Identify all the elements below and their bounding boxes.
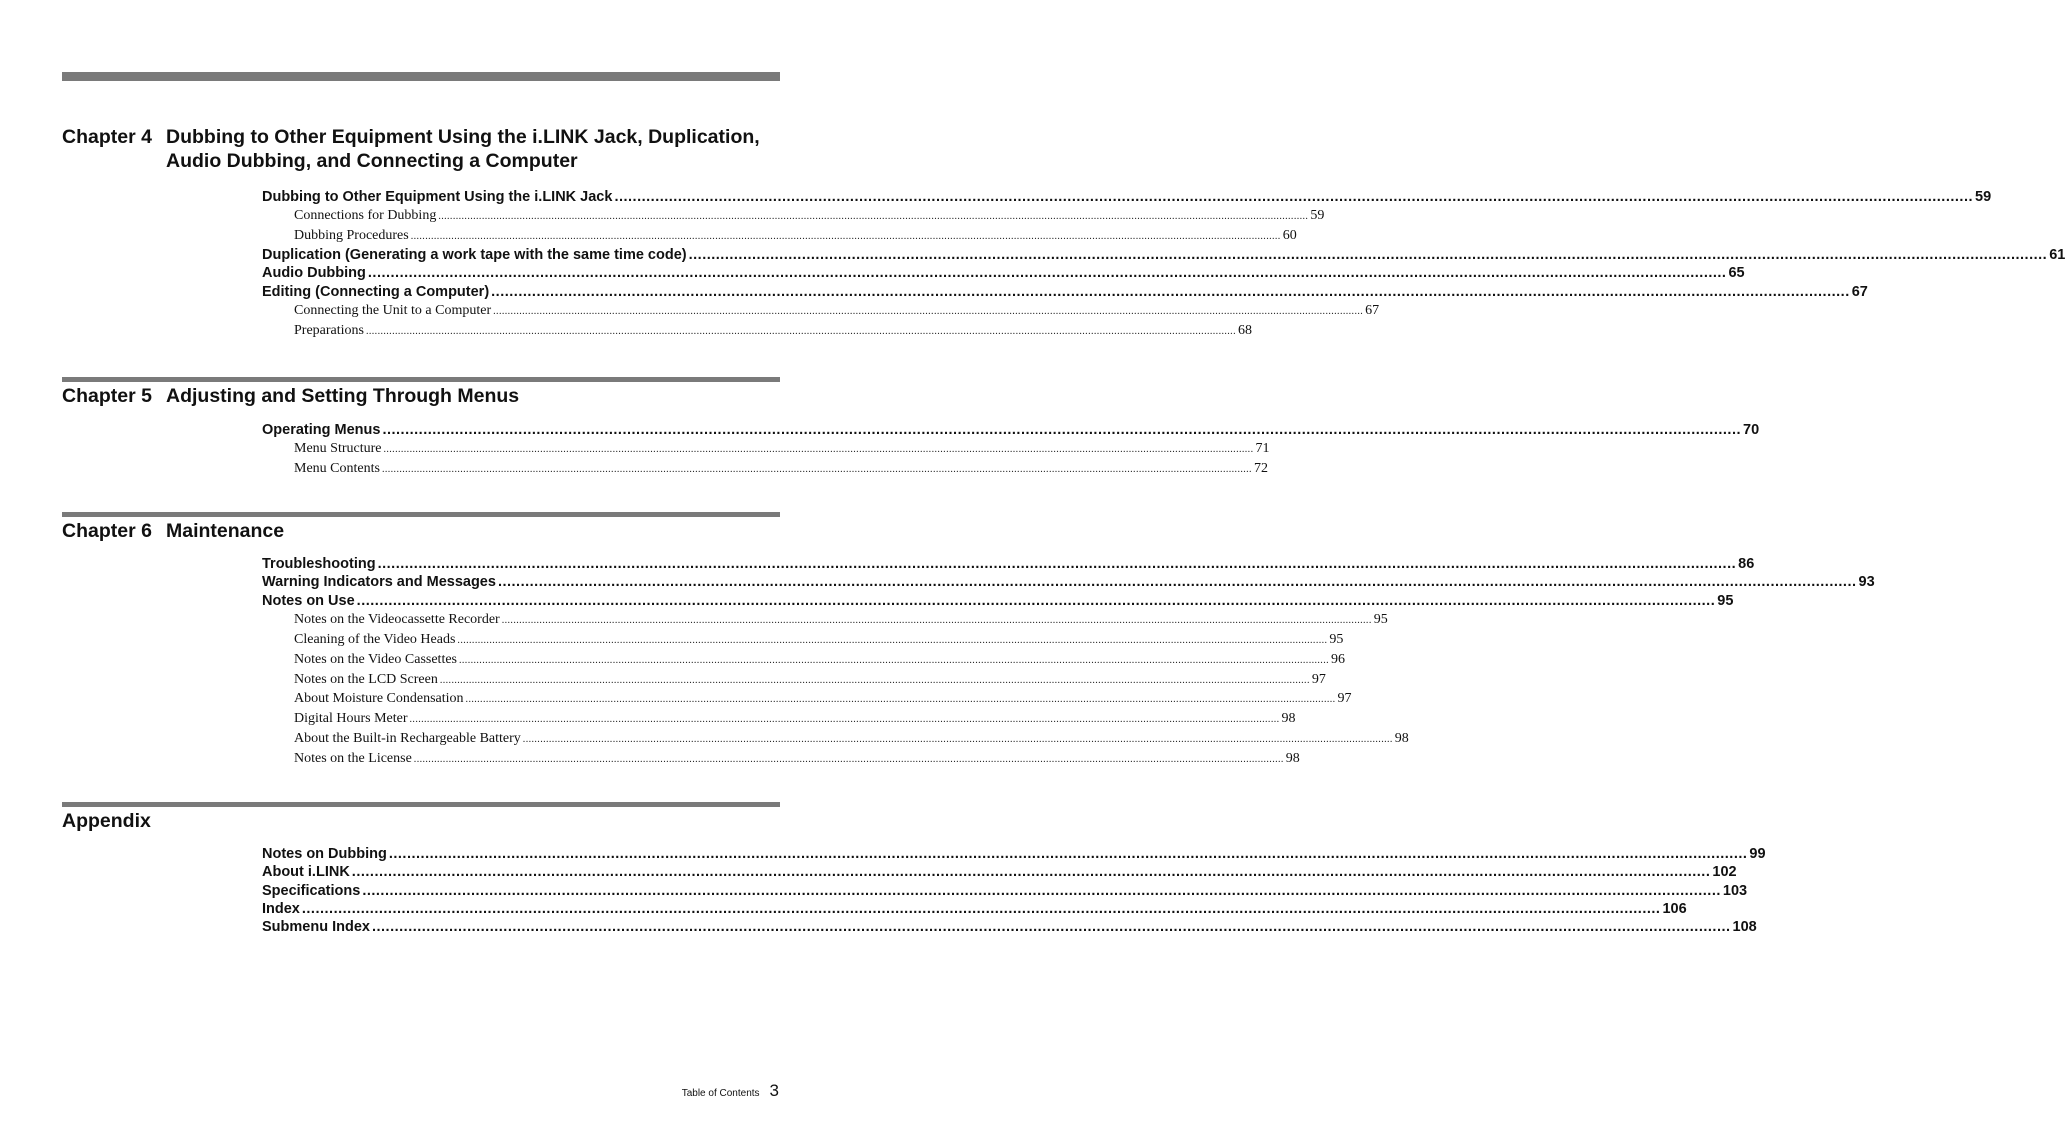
entry-page-number: 95 [1329,631,1344,647]
entry-title: Index [262,900,300,917]
appendix-title: Appendix [62,810,151,832]
toc-subentry[interactable] [262,459,1268,479]
toc-subentry[interactable] [262,689,1352,709]
toc-entry[interactable] [262,246,2065,264]
top-rule [62,72,780,81]
entry-title: Connecting the Unit to a Computer [294,302,492,318]
entry-page-number: 103 [1722,882,1748,899]
entry-page-number: 65 [1728,265,1745,282]
page-number: 3 [769,1081,779,1100]
dot-leader: ............................................................................................................................................................................................................................................................................................................ [381,464,1252,476]
chapter-number: Chapter 5 [62,385,152,407]
entry-title: Troubleshooting [262,556,376,572]
entry-title: Operating Menus [262,422,381,438]
dot-leader: ............................................................................................................................................................................................................................................................................................................ [301,900,1661,917]
entry-title: Notes on Use [262,592,355,609]
entry-page-number: 97 [1311,671,1326,687]
entry-page-number: 95 [1373,611,1388,627]
toc-entry[interactable] [262,845,1766,863]
toc-subentry[interactable] [262,301,1380,321]
dot-leader: ............................................................................................................................................................................................................................................................................................................ [388,846,1748,862]
toc-entry[interactable] [262,421,1760,439]
chapter-number: Chapter 4 [62,126,152,148]
entry-page-number: 98 [1394,731,1409,747]
chapter-title: Maintenance [166,520,285,542]
entry-page-number: 96 [1331,651,1345,667]
appendix-heading [62,802,780,833]
dot-leader: ............................................................................................................................................................................................................................................................................................................ [351,864,1711,881]
dot-leader: ............................................................................................................................................................................................................................................................................................................ [382,422,1742,438]
dot-leader: ............................................................................................................................................................................................................................................................................................................ [465,694,1336,706]
entry-title: Dubbing Procedures [294,228,409,244]
toc-subentry[interactable] [262,650,1345,670]
entry-page-number: 68 [1237,322,1252,338]
dot-leader: ............................................................................................................................................................................................................................................................................................................ [377,556,1737,572]
entry-title: Audio Dubbing [262,265,366,282]
dot-leader: ............................................................................................................................................................................................................................................................................................................ [356,592,1716,609]
entry-page-number: 61 [2049,247,2065,264]
toc-subentry[interactable] [262,610,1388,630]
entry-page-number: 70 [1743,422,1760,438]
chapter-rule [62,512,780,517]
entry-page-number: 106 [1662,900,1687,917]
dot-leader: ............................................................................................................................................................................................................................................................................................................ [501,614,1372,626]
page-footer [682,1081,779,1101]
entry-title: Notes on the Videocassette Recorder [294,611,500,627]
entry-title: Digital Hours Meter [294,711,408,727]
chapter-4-entries [262,188,2065,341]
toc-subentry[interactable] [262,709,1296,729]
entry-page-number: 60 [1282,228,1297,244]
toc-entry[interactable] [262,863,1737,881]
footer-section-label: Table of Contents [681,1088,760,1099]
toc-subentry[interactable] [262,439,1270,459]
entry-title: Cleaning of the Video Heads [294,631,456,647]
toc-entry[interactable] [262,882,1748,900]
dot-leader: ............................................................................................................................................................................................................................................................................................................ [383,444,1254,456]
toc-subentry[interactable] [262,749,1300,769]
toc-subentry[interactable] [262,670,1326,690]
dot-leader: ............................................................................................................................................................................................................................................................................................................ [493,305,1364,317]
entry-title: About the Built-in Rechargeable Battery [294,731,521,747]
entry-title: Warning Indicators and Messages [262,574,496,591]
entry-page-number: 59 [1310,208,1325,224]
entry-page-number: 93 [1858,574,1875,591]
dot-leader: ............................................................................................................................................................................................................................................................................................................ [438,211,1309,223]
chapter-title: Dubbing to Other Equipment Using the i.LINK Jack, Duplication, Audio Dubbing, and Connecting a Computer [166,126,760,172]
entry-page-number: 98 [1281,711,1296,727]
dot-leader: ............................................................................................................................................................................................................................................................................................................ [367,265,1727,282]
chapter-rule [62,377,780,382]
dot-leader: ............................................................................................................................................................................................................................................................................................................ [365,325,1236,337]
toc-entry[interactable] [262,264,1745,282]
entry-title: Notes on Dubbing [262,846,387,862]
toc-subentry[interactable] [262,321,1252,341]
entry-page-number: 99 [1749,846,1766,862]
dot-leader: ............................................................................................................................................................................................................................................................................................................ [413,754,1284,766]
entry-title: Notes on the Video Cassettes [294,651,457,667]
entry-page-number: 98 [1285,751,1300,767]
entry-title: Notes on the LCD Screen [294,671,438,687]
chapter-5-heading [62,377,780,408]
entry-title: Menu Structure [294,441,382,457]
chapter-number: Chapter 6 [62,520,152,542]
entry-page-number: 97 [1337,691,1352,707]
chapter-rule [62,802,780,807]
appendix-entries [262,845,1766,936]
dot-leader: ............................................................................................................................................................................................................................................................................................................ [522,734,1393,746]
entry-title: Dubbing to Other Equipment Using the i.LINK Jack [262,189,613,205]
dot-leader: ............................................................................................................................................................................................................................................................................................................ [457,634,1328,646]
entry-page-number: 71 [1255,441,1270,457]
chapter-6-heading [62,512,780,543]
entry-page-number: 59 [1975,189,1992,205]
entry-title: About Moisture Condensation [294,691,464,707]
toc-subentry[interactable] [262,630,1344,650]
entry-title: Submenu Index [262,919,370,936]
toc-entry[interactable] [262,900,1687,918]
entry-page-number: 86 [1738,556,1755,572]
dot-leader: ............................................................................................................................................................................................................................................................................................................ [491,283,1850,300]
dot-leader: ............................................................................................................................................................................................................................................................................................................ [688,247,2048,264]
toc-entry[interactable] [262,555,1755,573]
toc-entry[interactable] [262,283,1868,301]
dot-leader: ............................................................................................................................................................................................................................................................................................................ [459,654,1329,666]
entry-page-number: 108 [1732,919,1757,936]
entry-title: Notes on the License [294,751,412,767]
entry-title: Editing (Connecting a Computer) [262,283,490,300]
entry-title: Preparations [294,322,364,338]
toc-entry[interactable] [262,188,1992,206]
entry-page-number: 102 [1712,864,1737,881]
entry-title: Menu Contents [294,461,380,477]
dot-leader: ............................................................................................................................................................................................................................................................................................................ [409,714,1280,726]
chapter-5-entries [262,421,1760,479]
entry-title: About i.LINK [262,864,350,881]
dot-leader: ............................................................................................................................................................................................................................................................................................................ [410,231,1281,243]
dot-leader: ............................................................................................................................................................................................................................................................................................................ [439,674,1310,686]
entry-title: Connections for Dubbing [294,208,437,224]
dot-leader: ............................................................................................................................................................................................................................................................................................................ [362,882,1721,899]
chapter-4-heading [62,123,780,173]
toc-subentry[interactable] [262,729,1409,749]
dot-leader: ............................................................................................................................................................................................................................................................................................................ [614,189,1974,205]
entry-page-number: 95 [1717,592,1734,609]
toc-subentry[interactable] [262,226,1297,246]
entry-title: Specifications [262,882,361,899]
toc-entry[interactable] [262,592,1734,610]
chapter-6-entries [262,555,1875,769]
dot-leader: ............................................................................................................................................................................................................................................................................................................ [497,574,1857,591]
entry-title: Duplication (Generating a work tape with the same time code) [262,247,687,264]
entry-page-number: 67 [1851,283,1868,300]
entry-page-number: 72 [1253,461,1268,477]
dot-leader: ............................................................................................................................................................................................................................................................................................................ [371,919,1731,936]
entry-page-number: 67 [1365,302,1380,318]
toc-entry[interactable] [262,918,1757,936]
toc-subentry[interactable] [262,206,1325,226]
chapter-title: Adjusting and Setting Through Menus [166,385,520,407]
toc-entry[interactable] [262,573,1875,591]
